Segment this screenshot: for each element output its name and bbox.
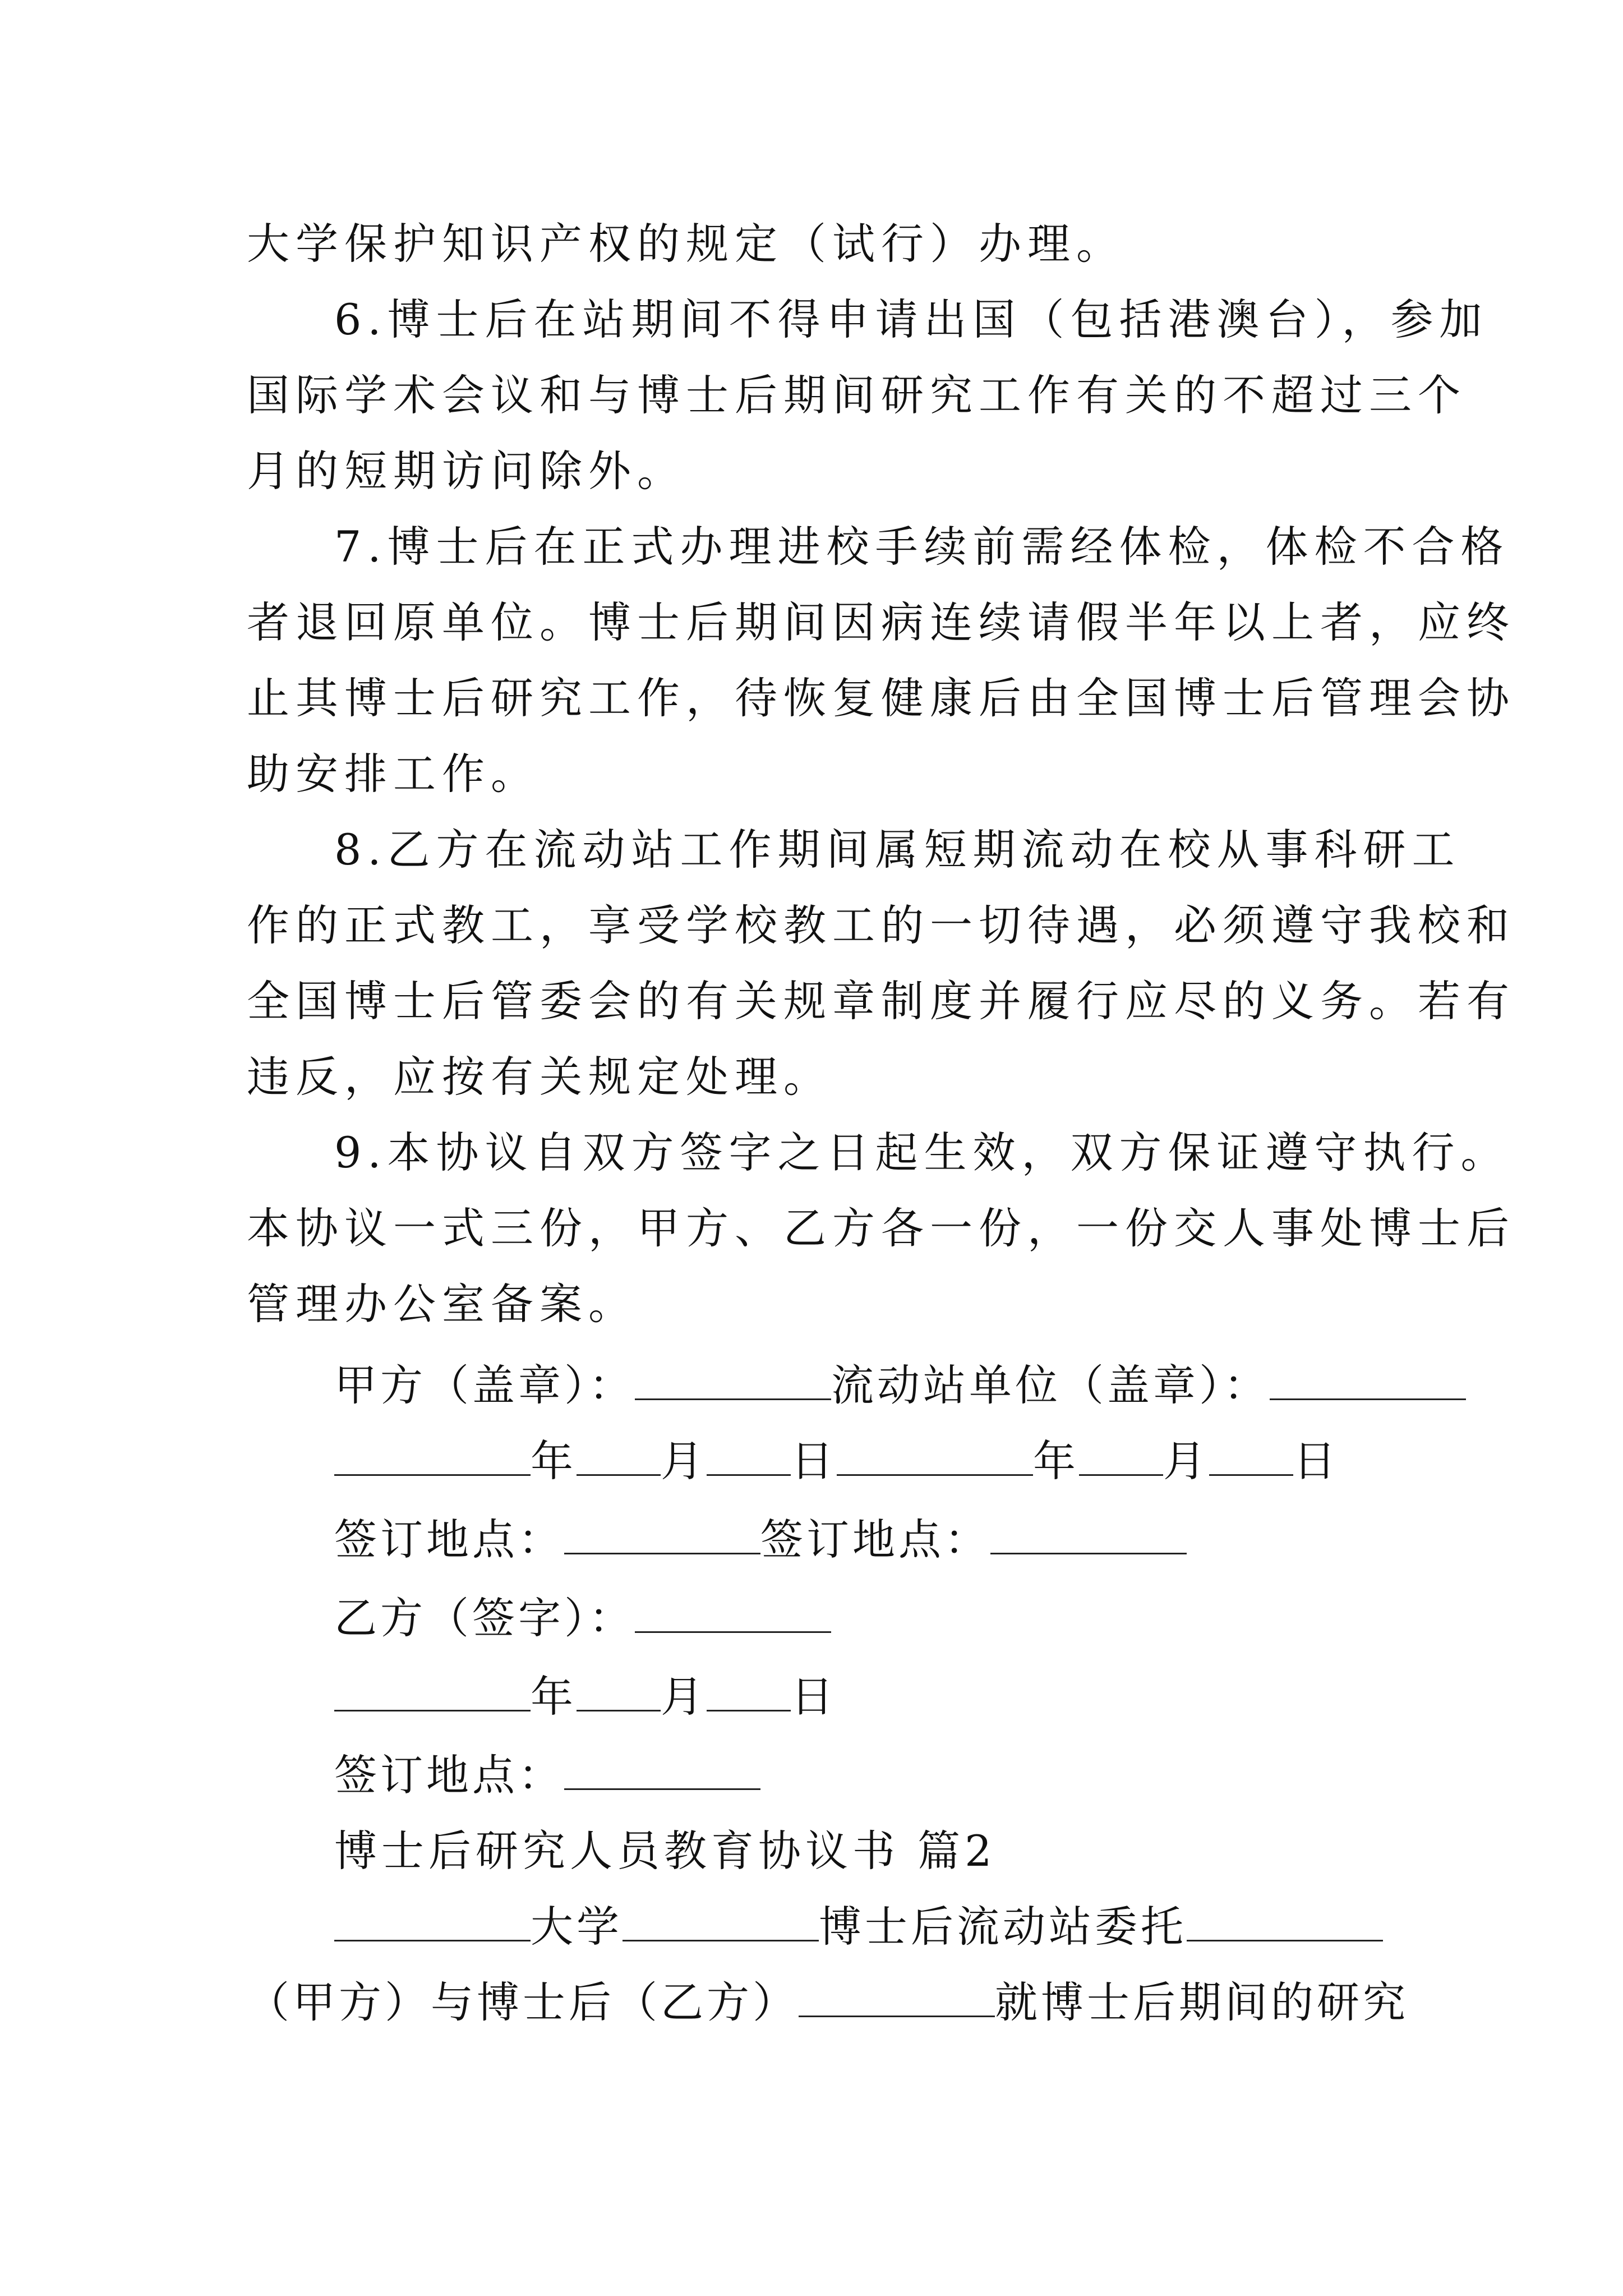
regarding-label: 就博士后期间的研究 [995,1977,1409,2027]
place-label-3: 签订地点： [334,1750,564,1800]
clause-8-line-4: 违反，应按有关规定处理。 [247,1052,832,1102]
section-2-intro-line-1 [334,1899,1467,1955]
date-month-field-1[interactable] [577,1434,661,1476]
year-label-2: 年 [1033,1436,1079,1486]
year-label-3: 年 [531,1672,577,1722]
party-b-signature-field[interactable] [635,1591,831,1633]
station-name-field[interactable] [623,1899,819,1941]
clause-8-line-3: 全国博士后管委会的有关规章制度并履行应尽的义务。若有 [247,976,1515,1026]
day-label-1: 日 [791,1436,837,1486]
clause-7-line-2: 者退回原单位。博士后期间因病连续请假半年以上者，应终 [247,597,1515,647]
date-year-field-3[interactable] [334,1669,531,1711]
month-label-2: 月 [1163,1436,1209,1486]
section-2-intro-line-2 [247,1975,1409,2031]
clause-8-line-2: 作的正式教工，享受学校教工的一切待遇，必须遵守我校和 [247,900,1515,950]
clause-7-line-3: 止其博士后研究工作，待恢复健康后由全国博士后管理会协 [247,673,1515,723]
place-field-3[interactable] [564,1748,760,1790]
month-label-3: 月 [661,1672,707,1722]
date-day-field-1[interactable] [707,1434,791,1476]
clause-9-line-3: 管理办公室备案。 [247,1279,637,1329]
clause-6-line-2: 国际学术会议和与博士后期间研究工作有关的不超过三个 [247,370,1467,420]
station-seal-field[interactable] [1270,1358,1466,1400]
entrusted-party-field[interactable] [1187,1899,1383,1941]
party-a-signature-row [334,1358,1467,1414]
clause-7-line-1: 7.博士后在正式办理进校手续前需经体检，体检不合格 [334,522,1510,572]
place-label-1: 签订地点： [334,1515,564,1565]
date-month-field-2[interactable] [1079,1434,1163,1476]
station-label: 流动站单位（盖章）： [831,1360,1270,1410]
date-day-field-3[interactable] [707,1669,791,1711]
party-a-seal-field[interactable] [635,1358,831,1400]
party-b-label: 乙方（签字）： [334,1593,635,1643]
date-year-field-2[interactable] [837,1434,1033,1476]
place-field-2[interactable] [990,1512,1187,1554]
clause-9-line-2: 本协议一式三份，甲方、乙方各一份，一份交人事处博士后 [247,1203,1515,1253]
party-a-date-row [334,1433,1467,1489]
date-year-field-1[interactable] [334,1434,531,1476]
signing-place-row [334,1512,1467,1568]
party-b-place-row [334,1747,1467,1803]
party-a-with-label: （甲方）与博士后（乙方） [247,1977,799,2027]
clause-7-line-4: 助安排工作。 [247,749,540,799]
party-b-date-row [334,1669,1467,1725]
clause-8-line-1: 8.乙方在流动站工作期间属短期流动在校从事科研工 [334,825,1461,875]
day-label-3: 日 [791,1672,837,1722]
clause-6-line-3: 月的短期访问除外。 [247,446,686,496]
month-label-1: 月 [661,1436,707,1486]
university-label: 大学 [531,1902,623,1952]
date-day-field-2[interactable] [1209,1434,1293,1476]
station-entrust-label: 博士后流动站委托 [819,1902,1187,1952]
party-b-signature-row [334,1590,1467,1646]
year-label-1: 年 [531,1436,577,1486]
place-label-2: 签订地点： [760,1515,990,1565]
postdoc-name-field[interactable] [799,1975,995,2017]
section-2-heading: 博士后研究人员教育协议书 篇2 [334,1826,997,1876]
clause-6-line-1: 6.博士后在站期间不得申请出国（包括港澳台），参加 [334,295,1488,344]
body-line-1: 大学保护知识产权的规定（试行）办理。 [247,219,1125,269]
day-label-2: 日 [1293,1436,1339,1486]
party-a-label: 甲方（盖章）： [334,1360,635,1410]
clause-9-line-1: 9.本协议自双方签字之日起生效，双方保证遵守执行。 [334,1128,1510,1177]
date-month-field-3[interactable] [577,1669,661,1711]
place-field-1[interactable] [564,1512,760,1554]
university-name-field[interactable] [334,1899,531,1941]
